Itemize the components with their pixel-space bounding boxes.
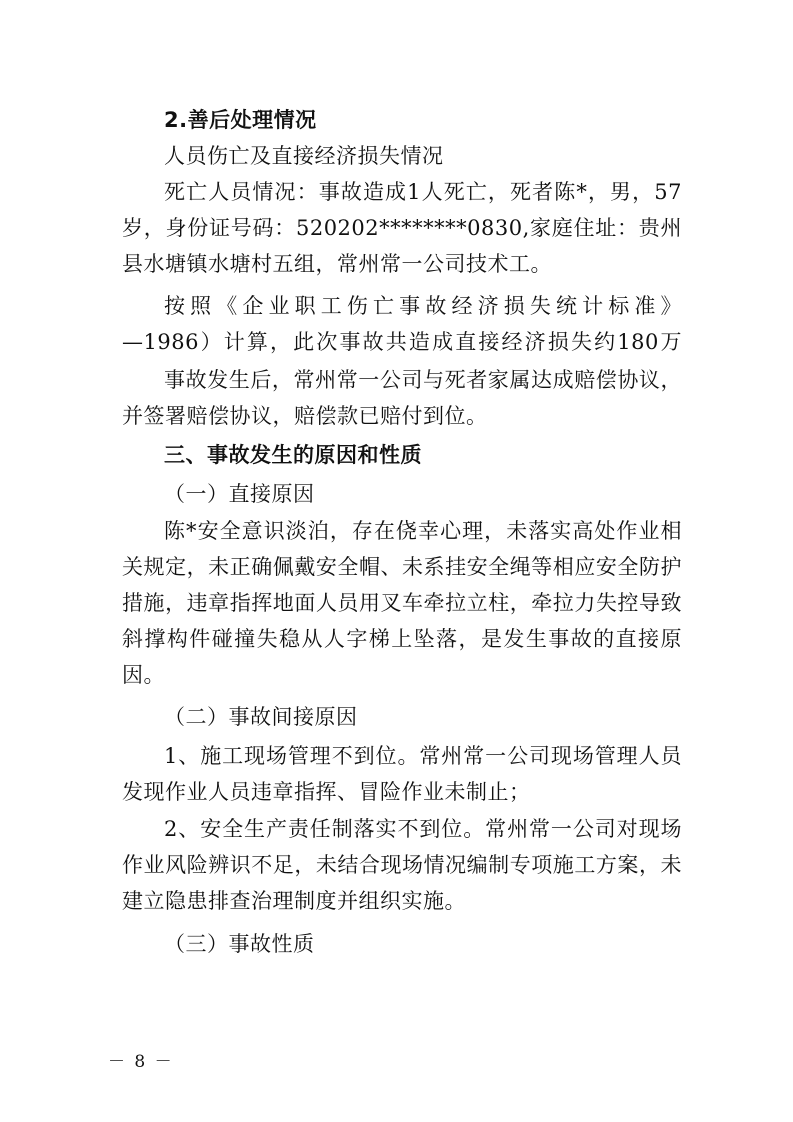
paragraph-line: —1986）计算，此次事故共造成直接经济损失约180万 (122, 330, 682, 354)
paragraph-line: 措施，违章指挥地面人员用叉车牵拉立柱，牵拉力失控导致 (122, 591, 682, 615)
paragraph-line: 事故发生后，常州常一公司与死者家属达成赔偿协议， (164, 368, 682, 392)
paragraph-line: 陈*安全意识淡泊，存在侥幸心理，未落实高处作业相 (164, 519, 682, 543)
paragraph-line: 斜撑构件碰撞失稳从人字梯上坠落，是发生事故的直接原 (122, 627, 682, 651)
paragraph-line: 2、安全生产责任制落实不到位。常州常一公司对现场 (164, 817, 682, 841)
section-heading-causes: 三、事故发生的原因和性质 (164, 443, 422, 467)
subheading-accident-nature: （三）事故性质 (164, 932, 315, 956)
paragraph-line: 1、施工现场管理不到位。常州常一公司现场管理人员 (164, 744, 682, 768)
paragraph-line: 建立隐患排查治理制度并组织实施。 (122, 889, 466, 913)
paragraph-line: 县水塘镇水塘村五组，常州常一公司技术工。 (122, 252, 552, 276)
paragraph-line: 发现作业人员违章指挥、冒险作业未制止； (122, 780, 531, 804)
paragraph-line: 作业风险辨识不足，未结合现场情况编制专项施工方案，未 (122, 853, 682, 877)
paragraph-line: 按照《企业职工伤亡事故经济损失统计标准》 (164, 294, 682, 318)
paragraph-line: 关规定，未正确佩戴安全帽、未系挂安全绳等相应安全防护 (122, 555, 682, 579)
paragraph-line: 因。 (122, 663, 165, 687)
paragraph-line: 岁，身份证号码：520202********0830,家庭住址：贵州 (122, 216, 682, 240)
subheading-indirect-cause: （二）事故间接原因 (164, 705, 358, 729)
paragraph-line: 死亡人员情况：事故造成1人死亡，死者陈*，男，57 (164, 180, 682, 204)
subheading-casualties-loss: 人员伤亡及直接经济损失情况 (164, 144, 444, 168)
subheading-direct-cause: （一）直接原因 (164, 482, 315, 506)
section-heading-aftermath: 2.善后处理情况 (164, 108, 317, 132)
page-number: － 8 － (108, 1052, 174, 1072)
paragraph-line: 并签署赔偿协议，赔偿款已赔付到位。 (122, 404, 488, 428)
